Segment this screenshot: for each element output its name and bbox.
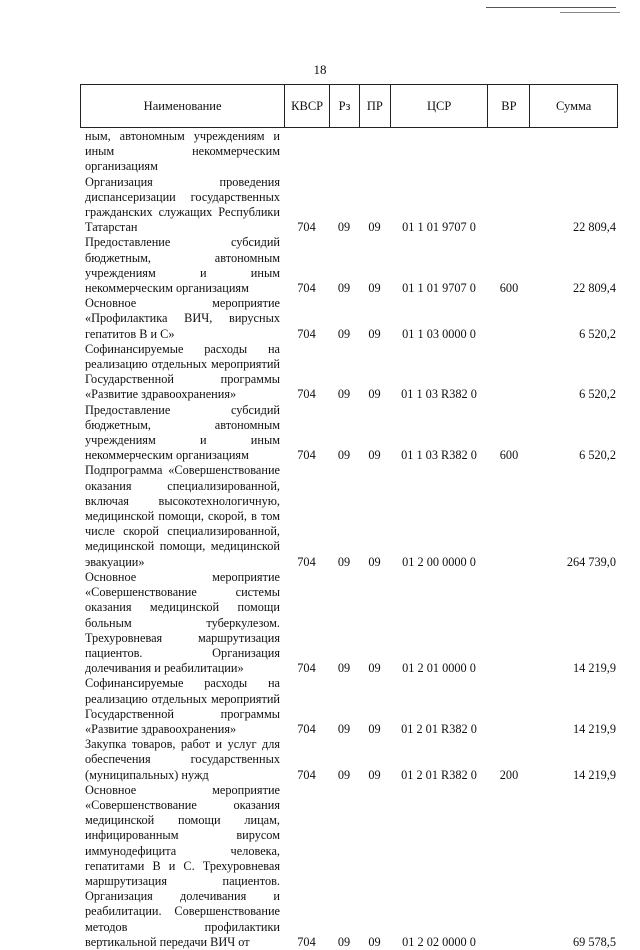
table-row bbox=[80, 129, 618, 175]
row-sum: 14 219,9 bbox=[572, 721, 616, 736]
row-csr: 01 2 01 R382 0 bbox=[401, 767, 477, 782]
table-row bbox=[80, 296, 618, 342]
table-header bbox=[80, 84, 618, 128]
row-csr: 01 1 03 0000 0 bbox=[402, 326, 476, 341]
row-rz: 09 bbox=[337, 767, 351, 782]
header-rz: Рз bbox=[329, 85, 359, 127]
row-sum: 22 809,4 bbox=[572, 220, 616, 235]
row-pr: 09 bbox=[368, 934, 381, 949]
table-body bbox=[80, 129, 618, 950]
header-name: Наименование bbox=[143, 98, 222, 113]
header-vr: ВР bbox=[487, 85, 529, 127]
header-kvsr: КВСР bbox=[284, 85, 329, 127]
row-kvsr: 704 bbox=[297, 721, 316, 736]
table-row bbox=[80, 342, 618, 403]
top-rule-secondary bbox=[560, 12, 620, 13]
header-pr: ПР bbox=[359, 85, 390, 127]
row-name: Предоставление субсидий бюджетным, автономным учреждениям и иным некоммерческим организациям bbox=[85, 235, 280, 296]
row-csr: 01 1 01 9707 0 bbox=[402, 281, 476, 296]
row-rz: 09 bbox=[337, 721, 351, 736]
row-rz: 09 bbox=[337, 326, 351, 341]
row-pr: 09 bbox=[368, 387, 381, 402]
row-kvsr: 704 bbox=[297, 448, 316, 463]
row-pr: 09 bbox=[368, 326, 381, 341]
header-csr: ЦСР bbox=[390, 85, 488, 127]
row-name: Софинансируемые расходы на реализацию отдельных мероприятий Государственной программы «Развитие здравоохранения» bbox=[85, 676, 280, 736]
row-kvsr: 704 bbox=[297, 326, 316, 341]
row-kvsr: 704 bbox=[297, 220, 316, 235]
row-name: Основное мероприятие «Совершенствование оказания медицинской помощи лицам, инфицированным вирусом иммунодефицита человека, гепатитами В и С. Трехуровневая маршрутизация пациентов. Организация долечивания и реабилитации. Совершенствование методов профилактики вертикальной передачи ВИЧ от bbox=[85, 782, 280, 949]
row-csr: 01 1 01 9707 0 bbox=[402, 220, 476, 235]
row-csr: 01 2 02 0000 0 bbox=[402, 934, 476, 949]
row-kvsr: 704 bbox=[297, 661, 316, 676]
row-rz: 09 bbox=[337, 554, 351, 569]
row-name: ным, автономным учреждениям и иным некоммерческим организациям bbox=[85, 129, 280, 174]
table-row bbox=[80, 175, 618, 236]
row-name: Софинансируемые расходы на реализацию отдельных мероприятий Государственной программы «Развитие здравоохранения» bbox=[85, 341, 280, 402]
row-sum: 264 739,0 bbox=[566, 554, 616, 569]
row-kvsr: 704 bbox=[297, 554, 316, 569]
row-pr: 09 bbox=[368, 554, 381, 569]
row-sum: 22 809,4 bbox=[572, 281, 616, 296]
row-kvsr: 704 bbox=[297, 387, 316, 402]
row-csr: 01 2 00 0000 0 bbox=[402, 554, 476, 569]
row-csr: 01 2 01 0000 0 bbox=[402, 661, 476, 676]
row-rz: 09 bbox=[337, 281, 351, 296]
row-rz: 09 bbox=[337, 448, 351, 463]
header-sum: Сумма bbox=[529, 85, 617, 127]
row-sum: 14 219,9 bbox=[572, 661, 616, 676]
row-name: Организация проведения диспансеризации государственных гражданских служащих Республики Татарстан bbox=[85, 174, 280, 235]
table-row bbox=[80, 783, 618, 950]
row-rz: 09 bbox=[337, 661, 351, 676]
row-csr: 01 2 01 R382 0 bbox=[401, 721, 477, 736]
row-sum: 69 578,5 bbox=[572, 934, 616, 949]
row-sum: 6 520,2 bbox=[579, 448, 616, 463]
row-rz: 09 bbox=[337, 387, 351, 402]
row-name: Подпрограмма «Совершенствование оказания специализированной, включая высокотехнологичную, медицинской помощи, скорой, в том числе скорой специализированной, медицинской помощи, медицинской эвакуации» bbox=[85, 463, 280, 569]
row-pr: 09 bbox=[368, 661, 381, 676]
table-row bbox=[80, 403, 618, 464]
row-pr: 09 bbox=[368, 281, 381, 296]
row-pr: 09 bbox=[368, 767, 381, 782]
row-csr: 01 1 03 R382 0 bbox=[401, 387, 477, 402]
row-name: Основное мероприятие «Совершенствование системы оказания медицинской помощи больным туберкулезом. Трехуровневая маршрутизация пациентов. Организация долечивания и реабилитации» bbox=[85, 569, 280, 676]
row-vr: 600 bbox=[499, 281, 519, 296]
page-number: 18 bbox=[313, 62, 327, 77]
row-name: Основное мероприятие «Профилактика ВИЧ, вирусных гепатитов В и С» bbox=[85, 296, 280, 341]
table-row bbox=[80, 676, 618, 737]
table-row bbox=[80, 463, 618, 569]
row-name: Закупка товаров, работ и услуг для обеспечения государственных (муниципальных) нужд bbox=[85, 737, 280, 782]
top-rule bbox=[486, 7, 616, 8]
table-row bbox=[80, 737, 618, 783]
row-rz: 09 bbox=[337, 934, 351, 949]
row-sum: 14 219,9 bbox=[572, 767, 616, 782]
row-sum: 6 520,2 bbox=[579, 387, 616, 402]
table-row bbox=[80, 570, 618, 676]
row-csr: 01 1 03 R382 0 bbox=[401, 448, 477, 463]
table-row bbox=[80, 235, 618, 296]
row-pr: 09 bbox=[368, 448, 381, 463]
row-vr: 600 bbox=[499, 448, 519, 463]
row-pr: 09 bbox=[368, 721, 381, 736]
row-vr: 200 bbox=[499, 767, 519, 782]
row-kvsr: 704 bbox=[297, 767, 316, 782]
row-kvsr: 704 bbox=[297, 934, 316, 949]
row-name: Предоставление субсидий бюджетным, автономным учреждениям и иным некоммерческим организациям bbox=[85, 402, 280, 463]
row-pr: 09 bbox=[368, 220, 381, 235]
row-kvsr: 704 bbox=[297, 281, 316, 296]
row-sum: 6 520,2 bbox=[579, 326, 616, 341]
row-rz: 09 bbox=[337, 220, 351, 235]
